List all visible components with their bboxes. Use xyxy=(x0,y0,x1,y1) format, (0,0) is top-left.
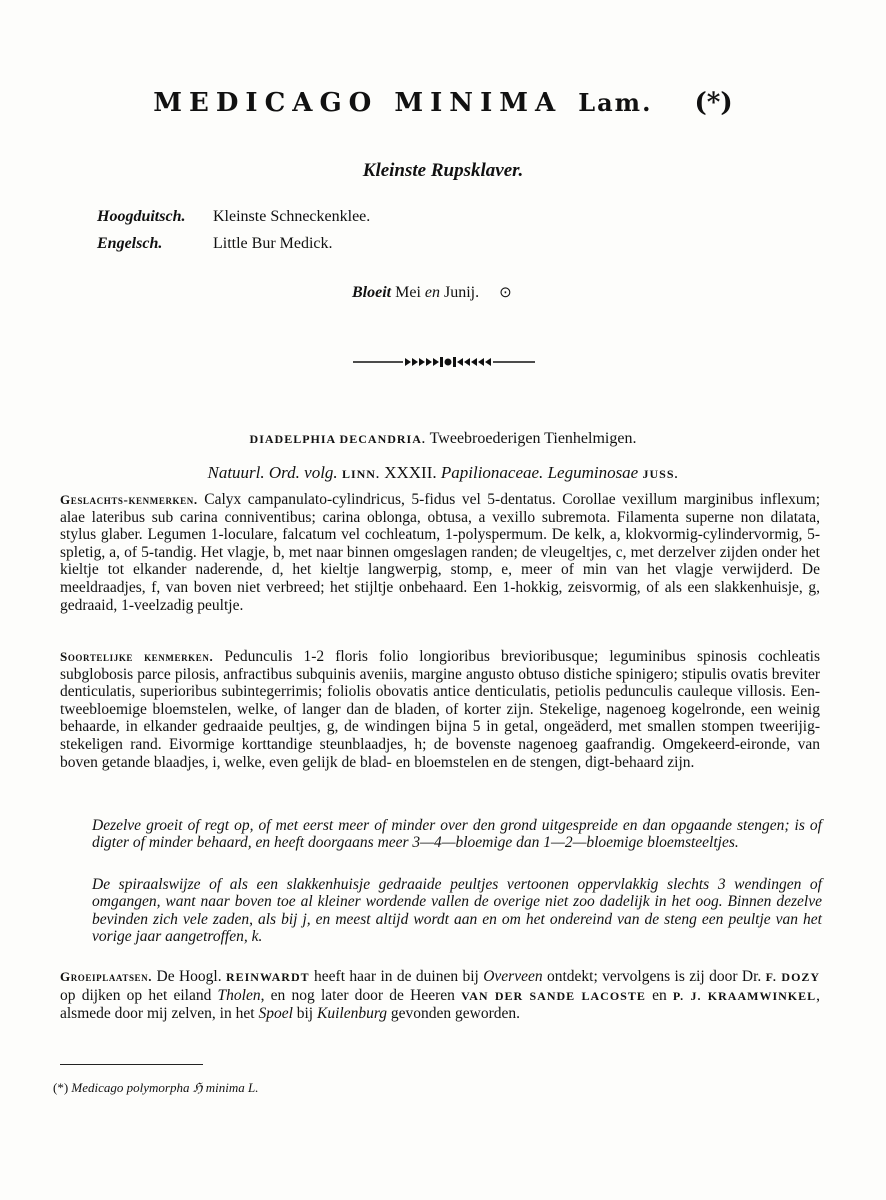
author-abbrev: Lam. xyxy=(578,88,653,117)
class-latin: DIADELPHIA DECANDRIA. xyxy=(249,432,426,446)
order-family2: Leguminosae xyxy=(547,463,639,482)
habitat-text: heeft haar in de duinen bij xyxy=(314,968,479,985)
ornament-divider-icon xyxy=(353,354,535,370)
person-name: REINWARDT xyxy=(225,970,310,984)
flowering-line xyxy=(352,283,512,302)
person-name: VAN DER SANDE LACOSTE xyxy=(461,988,646,1003)
habitat-text: , en nog later door de Heeren xyxy=(260,986,455,1004)
vernacular-language: Hoogduitsch. xyxy=(97,208,186,225)
genus-characters xyxy=(60,491,820,614)
species-name: MEDICAGO MINIMA xyxy=(153,88,563,118)
dutch-name: Kleinste Rupsklaver. xyxy=(362,160,524,181)
footnote-rule xyxy=(60,1064,203,1065)
order-prefix: Natuurl. Ord. volg. xyxy=(207,463,338,482)
page-title xyxy=(0,88,886,118)
person-name: P. J. KRAAMWINKEL xyxy=(672,988,817,1003)
flowering-month2: Junij. xyxy=(444,284,480,301)
linnaean-class xyxy=(0,430,886,448)
section-heading: Geslachts-kenmerken. xyxy=(60,492,198,507)
order-linn: LINN. xyxy=(341,467,380,481)
note-paragraph: De spiraalswijze of als een slakkenhuisje gedraaide peultjes vertoonen oppervlakkig slechts 3 wendingen of omgangen, want naar boven toe al kleiner wordende vallen de overige niet zoo dadelijk in het oog. Binnen dezelve bevinden zich vele zaden, als bij j, en meest altijd wordt aan en om het ondereind van de steng een peultje van het vorige jaar aangetroffen, k. xyxy=(92,876,822,946)
vernacular-row xyxy=(97,203,370,230)
order-number: XXXII. xyxy=(384,463,437,482)
place-name: Spoel xyxy=(258,1005,293,1022)
place-name: Tholen xyxy=(217,986,261,1004)
species-characters xyxy=(60,648,820,771)
natural-order xyxy=(0,463,886,483)
habitat-text: ontdekt; vervolgens is zij door Dr. xyxy=(546,968,762,985)
footnote-marker: (*) xyxy=(694,88,733,118)
vernacular-language: Engelsch. xyxy=(97,235,163,252)
habitat-text: op dijken op het eiland xyxy=(60,986,212,1004)
place-name: Overveen xyxy=(483,968,543,985)
footnote-mark: (*) xyxy=(53,1080,69,1095)
vernacular-names xyxy=(97,203,370,257)
annual-symbol-icon: ⊙ xyxy=(499,285,512,301)
section-text: Pedunculis 1-2 floris folio longioribus brevioribusque; leguminibus spinosis cochleatis subglobosis parce pilosis, anfractibus subquinis aveniis, margine angusto obtuso distiche spinigero; stipulis ovatis breviter denticulatis, superioribus subintegerrimis; foliolis obovatis antice denticulatis, petiolis pedunculis cauleque villosis. Een-tweebloemige bloemstelen, welke, of langer dan de bladen, of korter zijn. Stekelige, nagenoeg kogelronde, een weinig behaarde, in elkander gedraaide peultjes, g, de windingen bijna 5 in getal, ongeäderd, met smallen stompen tweerijig-stekeligen rand. Eivormige korttandige steunblaadjes, h; de bovenste nagenoeg gaafrandig. Omgekeerd-eironde, van boven getande blaadjes, i, welke, even gelijk de blad- en bloemstelen en de stengen, digt-behaard zijn. xyxy=(60,648,821,771)
place-name: Kuilenburg xyxy=(317,1005,388,1022)
vernacular-row xyxy=(97,230,370,257)
flowering-month: Mei xyxy=(395,284,421,301)
class-dutch: Tweebroederigen Tienhelmigen. xyxy=(429,430,637,447)
section-text: Calyx campanulato-cylindricus, 5-fidus vel 5-dentatus. Corollae vexillum marginibus inflexum; alae lateribus sub carina conniventibus; carina oblonga, obtusa, a vexillo subremota. Filamenta superne non dilatata, stylus glaber. Legumen 1-loculare, falcatum vel cochleatum, 1-polyspermum. De kelk, a, klokvormig-cylindervormig, 5-spletig, a, of 5-tandig. Het vlagje, b, met naar binnen omgeslagen randen; de vleugeltjes, c, met derzelver zijden onder het kieltje tot elkander naderende, d, het kieltje langwerpig, stomp, e, meer of min van het vlagje verwijderd. De meeldraadjes, f, van boven niet verbreed; het stijltje onbehaard. Een 1-hokkig, zeisvormig, of als een slakkenhuisje, g, gedraaid, 1-veelzadig peultje. xyxy=(60,491,821,614)
flowering-conj: en xyxy=(424,284,440,301)
vernacular-name: Kleinste Schneckenklee. xyxy=(213,208,371,225)
habitat-text: gevonden geworden. xyxy=(390,1005,521,1022)
note-paragraph: Dezelve groeit of regt op, of met eerst meer of minder over den grond uitgespreide en dan opgaande stengen; is of digter of minder behaard, en heeft doorgaans meer 3—4—bloemige dan 1—2—bloemige bloemsteeltjes. xyxy=(92,817,822,852)
habitat-text: De Hoogl. xyxy=(156,968,222,985)
flowering-label: Bloeit xyxy=(352,284,392,301)
habitat-text: bij xyxy=(296,1005,314,1022)
section-heading: Soortelijke kenmerken. xyxy=(60,649,214,664)
section-heading: Groeiplaatsen. xyxy=(60,969,153,984)
footnote-text: Medicago polymorpha ℌ minima L. xyxy=(71,1080,259,1095)
habitat xyxy=(60,968,820,1023)
person-name: F. DOZY xyxy=(765,970,821,984)
order-juss: JUSS. xyxy=(642,467,679,481)
vernacular-name: Little Bur Medick. xyxy=(213,235,333,252)
order-family1: Papilionaceae. xyxy=(440,463,544,482)
footnote xyxy=(53,1080,259,1096)
habitat-text: en xyxy=(652,986,667,1004)
habitat-text: , alsmede door mij zelven, in het xyxy=(60,986,821,1022)
